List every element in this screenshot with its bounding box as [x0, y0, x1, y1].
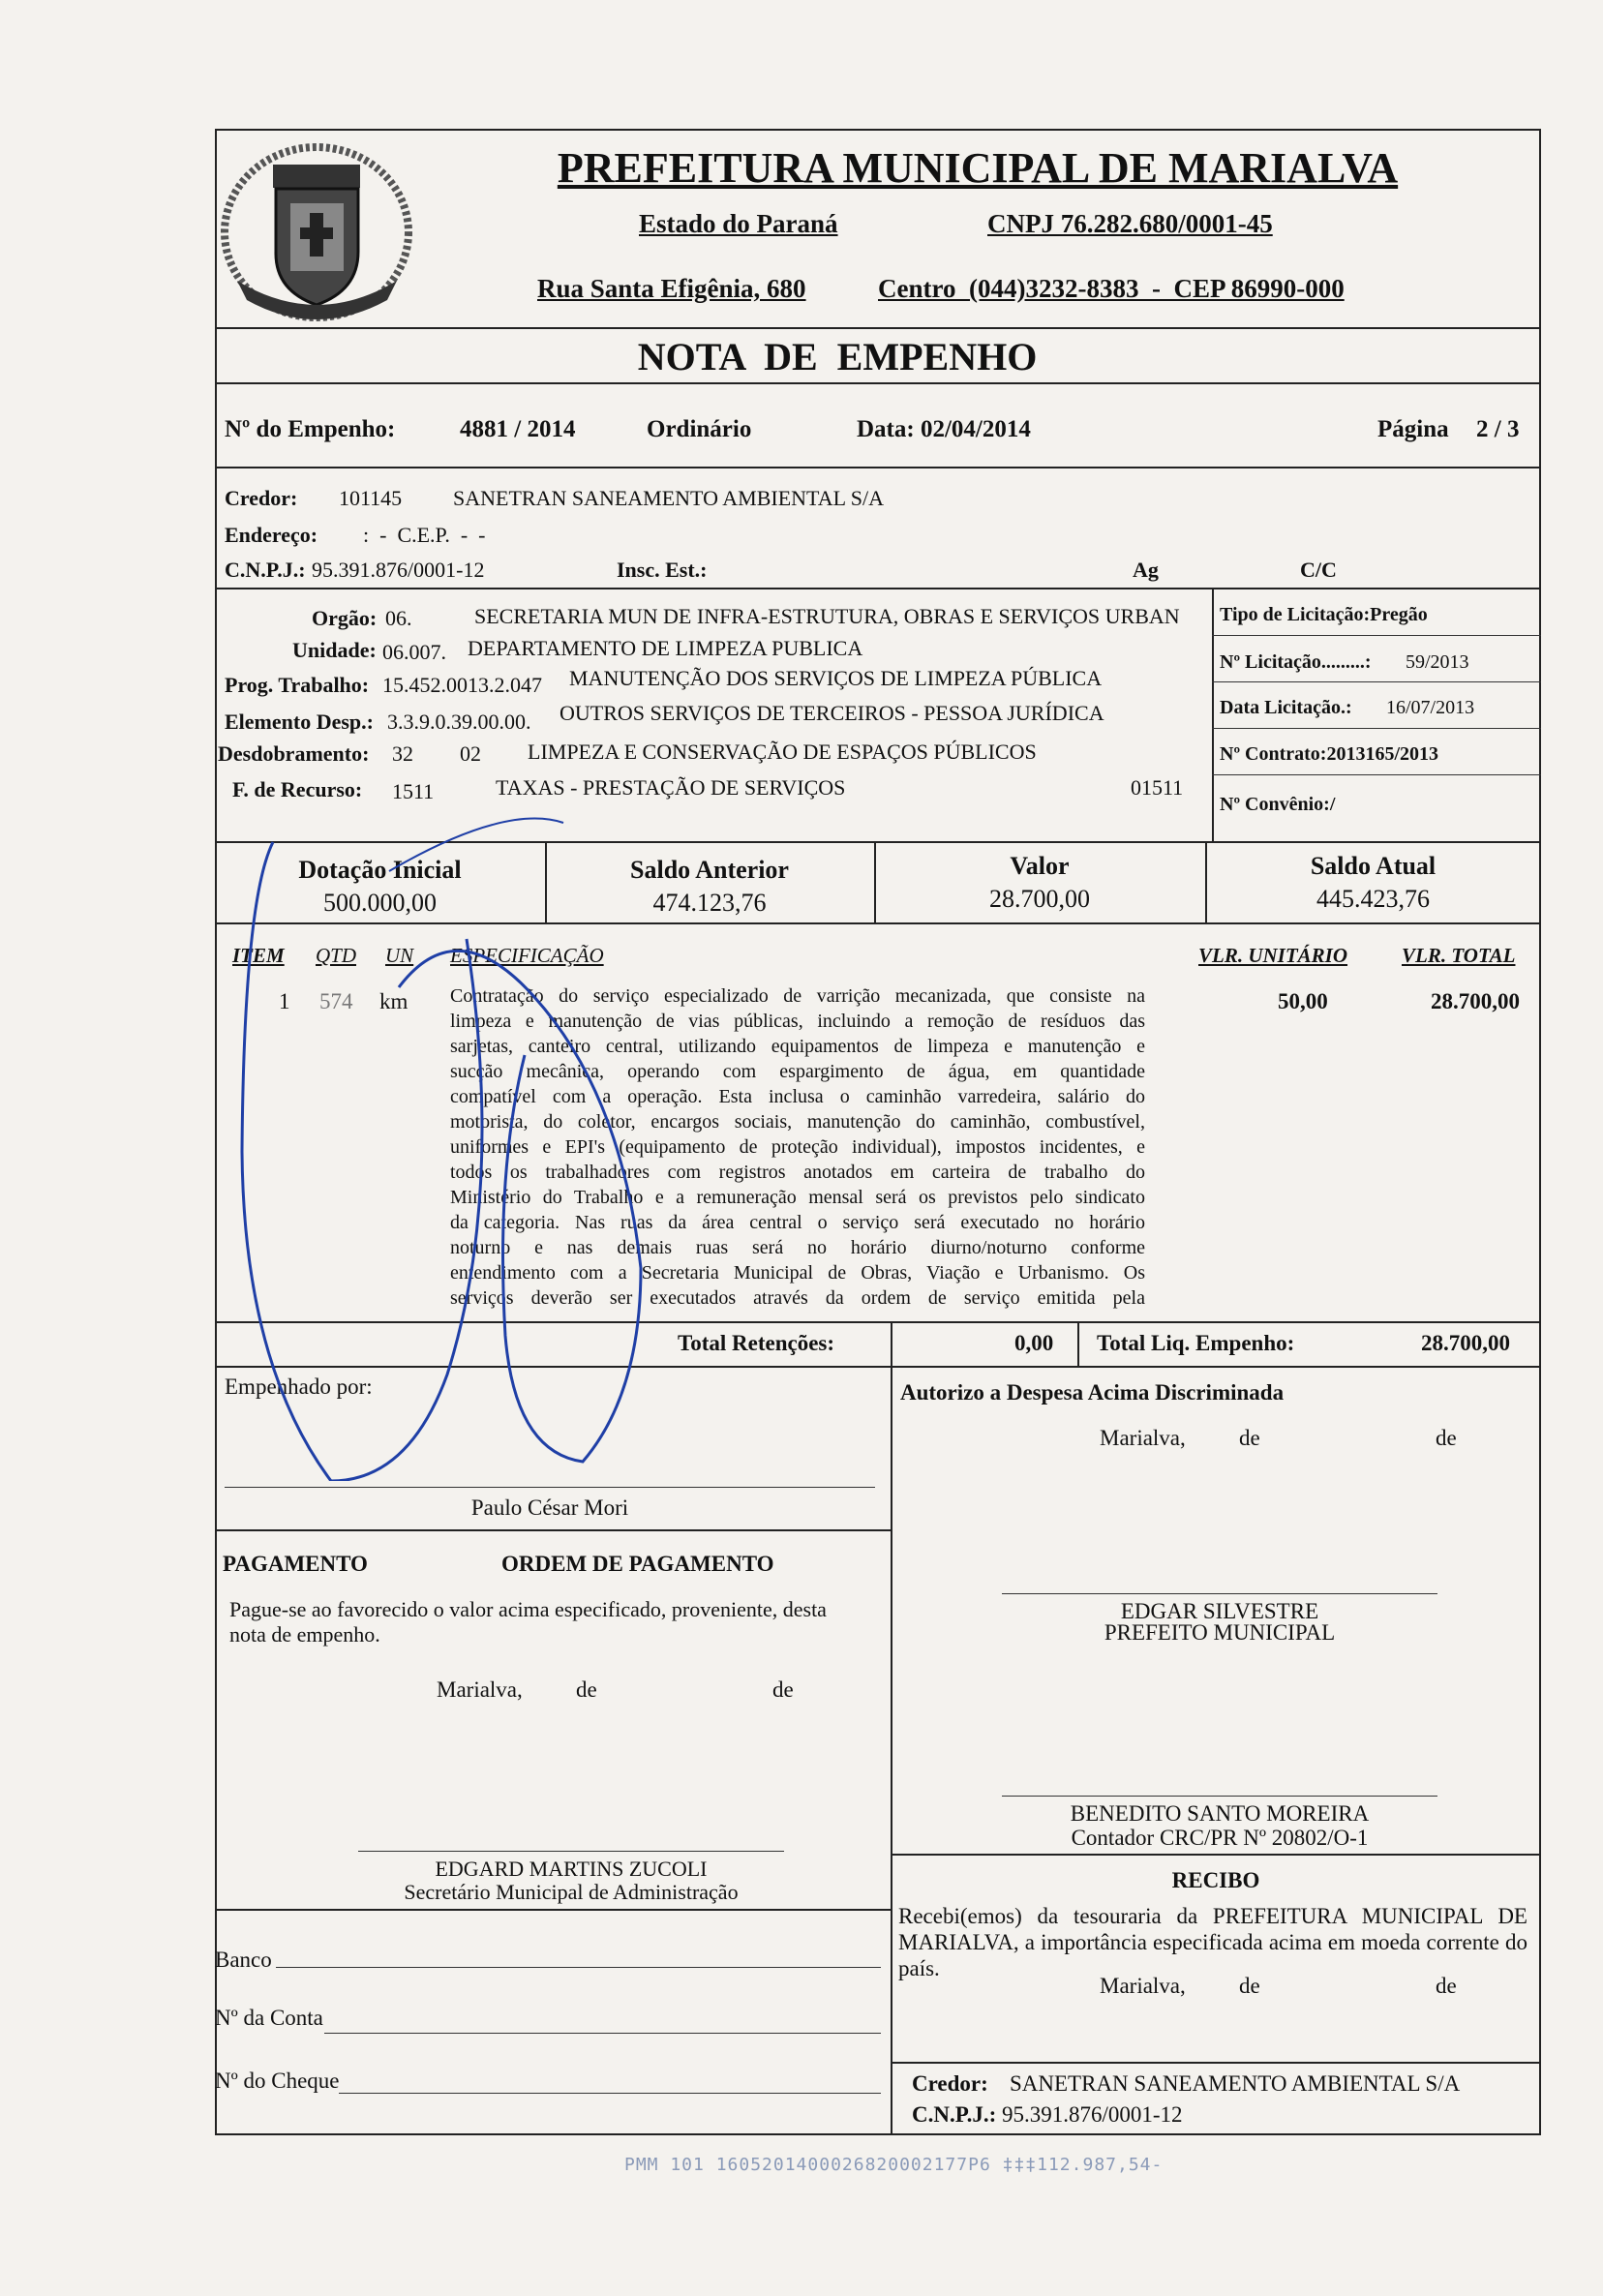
pague-place: Marialva,: [437, 1677, 523, 1702]
address-value: : - C.E.P. - -: [363, 523, 486, 547]
autorizo-de2: de: [1436, 1426, 1457, 1450]
col-un-header: UN: [385, 944, 414, 967]
item-unit-price: 50,00: [1278, 989, 1328, 1013]
autorizo-text: Autorizo a Despesa Acima Discriminada: [900, 1380, 1285, 1405]
item-number: 1: [279, 989, 290, 1013]
spec-line: da categoria. Nas ruas da área central o serviço será executado no horário: [450, 1212, 1145, 1233]
item-total: 28.700,00: [1431, 989, 1520, 1013]
elemento-code: 3.3.9.0.39.00.00.: [387, 710, 531, 734]
unidade-name: DEPARTAMENTO DE LIMPEZA PUBLICA: [468, 636, 863, 660]
credor-cnpj-label: C.N.P.J.:: [225, 558, 306, 582]
autorizo-de1: de: [1239, 1426, 1260, 1450]
spec-line: sarjetas, canteiro central, utilizando equipamentos de limpeza e manutenção e: [450, 1036, 1145, 1057]
fonte-code: 1511: [392, 779, 435, 803]
dotacao-label: Dotação Inicial: [298, 856, 462, 884]
saldo-atual-label: Saldo Atual: [1310, 852, 1437, 880]
footer-stamp: PMM 101 1605201400026820002177P6 ‡‡‡112.987,54-: [624, 2155, 1164, 2175]
contador-name: BENEDITO SANTO MOREIRA: [1070, 1801, 1370, 1826]
empenho-label: Nº do Empenho:: [225, 416, 396, 442]
spec-line: todos os trabalhadores com registros anotados em carteira de trabalho do: [450, 1162, 1145, 1183]
document-title: NOTA DE EMPENHO: [637, 335, 1038, 378]
item-unit: km: [379, 989, 408, 1013]
recibo-credor-name: SANETRAN SANEAMENTO AMBIENTAL S/A: [1010, 2071, 1461, 2096]
cheque-label: Nº do Cheque: [215, 2069, 340, 2093]
spec-line: compatível com a operação. Esta inclusa o caminhão varredeira, salário do: [450, 1086, 1145, 1107]
col-spec-header: ESPECIFICAÇÃO: [450, 944, 604, 967]
spec-line: serviços deverão ser executados através da ordem de serviço emitida pela: [450, 1287, 1145, 1309]
convenio: Nº Convênio:/: [1220, 794, 1336, 815]
recibo-cnpj-label: C.N.P.J.:: [912, 2102, 997, 2127]
recibo-text: Recebi(emos) da tesouraria da PREFEITURA MUNICIPAL DE MARIALVA, a importância especificada acima em moeda corrente do país.: [898, 1904, 1527, 1980]
desdobramento-label: Desdobramento:: [218, 741, 370, 766]
licitacao-num: 59/2013: [1406, 651, 1469, 673]
col-total-header: VLR. TOTAL: [1402, 944, 1516, 967]
ag-label: Ag: [1133, 558, 1159, 582]
page-label: Página: [1377, 416, 1449, 442]
fonte-label: F. de Recurso:: [232, 777, 363, 801]
col-item-header: ITEM: [232, 944, 285, 967]
tipo-licitacao: Tipo de Licitação:Pregão: [1220, 604, 1428, 625]
elemento-label: Elemento Desp.:: [225, 710, 374, 734]
prefeito-role: PREFEITO MUNICIPAL: [1104, 1620, 1336, 1645]
total-retencoes-label: Total Retenções:: [678, 1331, 835, 1355]
header-address: Rua Santa Efigênia, 680: [537, 274, 806, 303]
spec-line: noturno e nas demais ruas será no horário diurno/noturno conforme: [450, 1237, 1145, 1258]
spec-line: uniformes e EPI's (equipamento de proteção individual), impostos incidentes, e: [450, 1136, 1145, 1158]
ie-label: Insc. Est.:: [617, 558, 708, 582]
contrato: Nº Contrato:2013165/2013: [1220, 743, 1439, 765]
fonte-name: TAXAS - PRESTAÇÃO DE SERVIÇOS: [496, 775, 846, 800]
empenho-date: Data: 02/04/2014: [857, 416, 1031, 442]
credor-cnpj: 95.391.876/0001-12: [312, 558, 485, 582]
valor-label: Valor: [1010, 852, 1070, 880]
empenhado-name: Paulo César Mori: [470, 1495, 629, 1520]
pagamento-label: PAGAMENTO: [223, 1552, 368, 1576]
desdobramento-code: 32: [392, 741, 413, 766]
item-qty: 574: [319, 989, 353, 1013]
orgao-name: SECRETARIA MUN DE INFRA-ESTRUTURA, OBRAS E SERVIÇOS URBAN: [474, 604, 1180, 628]
secretario-role: Secretário Municipal de Administração: [404, 1880, 739, 1904]
unidade-code: 06.007.: [382, 640, 446, 664]
licitacao-num-label: Nº Licitação.........:: [1220, 651, 1372, 673]
pague-de2: de: [772, 1677, 794, 1702]
licitacao-data: 16/07/2013: [1386, 697, 1475, 718]
recibo-place: Marialva,: [1100, 1974, 1186, 1998]
state-name: Estado do Paraná: [639, 209, 838, 238]
prefeito-name: EDGAR SILVESTRE: [1120, 1599, 1319, 1623]
total-liq-label: Total Liq. Empenho:: [1097, 1331, 1295, 1355]
cc-label: C/C: [1300, 558, 1337, 582]
header-contact: Centro (044)3232-8383 - CEP 86990-000: [878, 274, 1345, 303]
empenho-number: 4881 / 2014: [460, 416, 576, 442]
prog-label: Prog. Trabalho:: [225, 673, 370, 697]
autorizo-place: Marialva,: [1100, 1426, 1186, 1450]
fonte-ref: 01511: [1131, 775, 1184, 800]
credor-name: SANETRAN SANEAMENTO AMBIENTAL S/A: [453, 486, 884, 510]
spec-line: limpeza e manutenção de vias públicas, incluindo a remoção de resíduos das: [450, 1011, 1145, 1032]
pague-text: Pague-se ao favorecido o valor acima especificado, proveniente, desta nota de empenho.: [229, 1597, 827, 1646]
col-unit-header: VLR. UNITÁRIO: [1198, 944, 1348, 967]
desdobramento-name: LIMPEZA E CONSERVAÇÃO DE ESPAÇOS PÚBLICOS: [528, 740, 1037, 764]
prefeitura-title: PREFEITURA MUNICIPAL DE MARIALVA: [557, 144, 1399, 192]
coat-of-arms-logo: [213, 136, 421, 329]
empenhado-label: Empenhado por:: [225, 1375, 373, 1399]
contador-role: Contador CRC/PR Nº 20802/O-1: [1071, 1826, 1369, 1850]
page-number: 2 / 3: [1476, 416, 1520, 442]
prog-name: MANUTENÇÃO DOS SERVIÇOS DE LIMPEZA PÚBLICA: [569, 666, 1103, 690]
elemento-name: OUTROS SERVIÇOS DE TERCEIROS - PESSOA JURÍDICA: [560, 701, 1104, 725]
unidade-label: Unidade:: [292, 638, 377, 662]
saldo-atual-value: 445.423,76: [1316, 885, 1430, 913]
spec-line: entendimento com a Secretaria Municipal de Obras, Viação e Urbanismo. Os: [450, 1262, 1145, 1284]
recibo-de1: de: [1239, 1974, 1260, 1998]
address-label: Endereço:: [225, 523, 318, 547]
banco-label: Banco: [215, 1948, 272, 1972]
conta-label: Nº da Conta: [215, 2006, 323, 2030]
total-retencoes-value: 0,00: [1014, 1331, 1054, 1355]
ordem-pagamento-label: ORDEM DE PAGAMENTO: [501, 1552, 774, 1576]
pague-de1: de: [576, 1677, 597, 1702]
empenho-type: Ordinário: [647, 416, 752, 442]
licitacao-data-label: Data Licitação.:: [1220, 697, 1352, 718]
recibo-cnpj: 95.391.876/0001-12: [1002, 2102, 1183, 2127]
spec-line: sucção mecânica, operando com espargimento de água, em quantidade: [450, 1061, 1145, 1082]
spec-line: Ministério do Trabalho e a remuneração mensal será os previstos pelo sindicato: [450, 1187, 1145, 1208]
credor-code: 101145: [339, 486, 403, 510]
col-qtd-header: QTD: [316, 944, 357, 967]
dotacao-value: 500.000,00: [323, 889, 437, 917]
orgao-label: Orgão:: [312, 606, 378, 630]
total-liq-value: 28.700,00: [1421, 1331, 1510, 1355]
spec-line: motorista, do coletor, encargos sociais, manutenção do caminhão, combustível,: [450, 1111, 1145, 1133]
prog-code: 15.452.0013.2.047: [382, 673, 542, 697]
header-cnpj: CNPJ 76.282.680/0001-45: [987, 209, 1273, 238]
recibo-title: RECIBO: [1171, 1868, 1260, 1892]
saldo-anterior-value: 474.123,76: [652, 889, 767, 917]
valor-value: 28.700,00: [989, 885, 1090, 913]
desdobramento-sub: 02: [460, 741, 481, 766]
orgao-code: 06.: [385, 606, 412, 630]
credor-label: Credor:: [225, 486, 298, 510]
recibo-credor-label: Credor:: [912, 2071, 988, 2096]
secretario-name: EDGARD MARTINS ZUCOLI: [435, 1857, 708, 1881]
spec-line: Contratação do serviço especializado de varrição mecanizada, que consiste na: [450, 985, 1145, 1007]
saldo-anterior-label: Saldo Anterior: [630, 856, 789, 884]
recibo-de2: de: [1436, 1974, 1457, 1998]
